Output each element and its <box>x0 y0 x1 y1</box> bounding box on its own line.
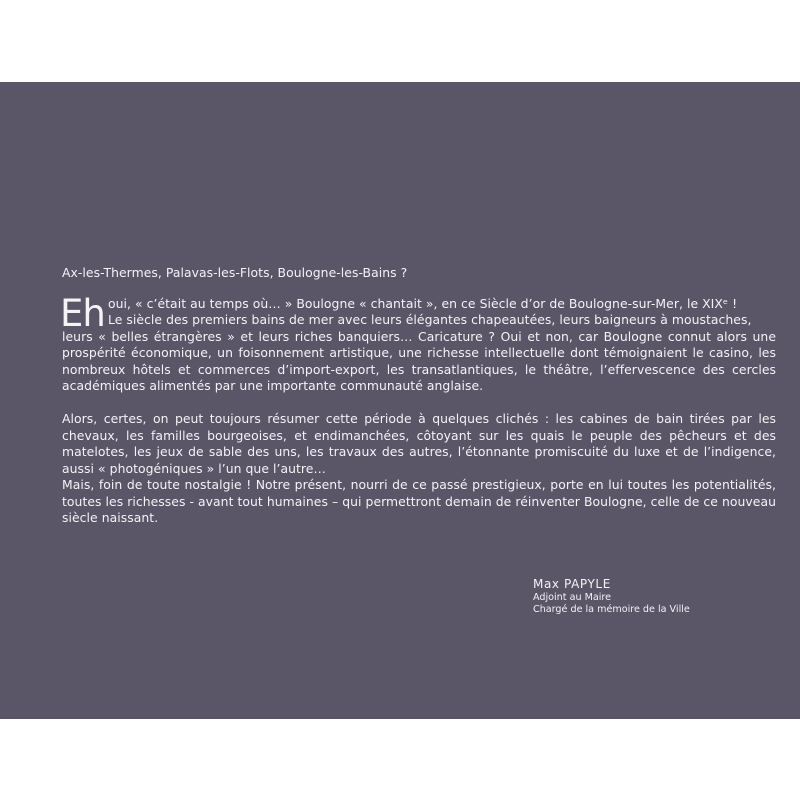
paragraph-2: Alors, certes, on peut toujours résumer cette période à quelques clichés : les cabines de bain tirées par les chevaux, les familles bourgeoises, et endimanchées, côtoyant sur les quais le peuple des pêcheurs et des matelotes, les jeux de sable des uns, les travaux des autres, l’étonnante promiscuité du luxe et de l’indigence, aussi « photogéniques » l’un que l’autre… <box>62 411 776 476</box>
paragraph-1-line-2: Le siècle des premiers bains de mer avec leurs élégantes chapeautées, leurs baigneurs à moustaches, <box>108 312 752 327</box>
article-body <box>62 265 776 527</box>
paragraph-1 <box>60 291 776 395</box>
signature-title-1: Adjoint au Maire <box>533 592 612 603</box>
paragraph-3: Mais, foin de toute nostalgie ! Notre présent, nourri de ce passé prestigieux, porte en lui toutes les potentialités, toutes les richesses - avant tout humaines – qui permettront demain de réinventer Boulogne, celle de ce nouveau siècle naissant. <box>62 477 776 525</box>
text-panel <box>0 82 800 719</box>
dropcap: Eh <box>60 291 105 335</box>
paragraph-1-body: leurs « belles étrangères » et leurs riches banquiers… Caricature ? Oui et non, car Boulogne connut alors une prospérité économique, un foisonnement artistique, une richesse intellectuelle dont témoignaient le casino, les nombreux hôtels et commerces d’import-export, les transatlantiques, le théâtre, l’effervescence des cercles académiques alimentés par une importante communauté anglaise. <box>62 328 776 393</box>
signature-name: Max PAPYLE <box>533 577 611 591</box>
intro-question: Ax-les-Thermes, Palavas-les-Flots, Boulogne-les-Bains ? <box>62 265 408 280</box>
signature-title-2: Chargé de la mémoire de la Ville <box>533 604 690 615</box>
signature-block <box>533 577 690 616</box>
paragraph-1-line-1: oui, « c’était au temps où… » Boulogne « chantait », en ce Siècle d’or de Boulogne-sur-Mer, le XIXᵉ ! <box>108 295 738 311</box>
